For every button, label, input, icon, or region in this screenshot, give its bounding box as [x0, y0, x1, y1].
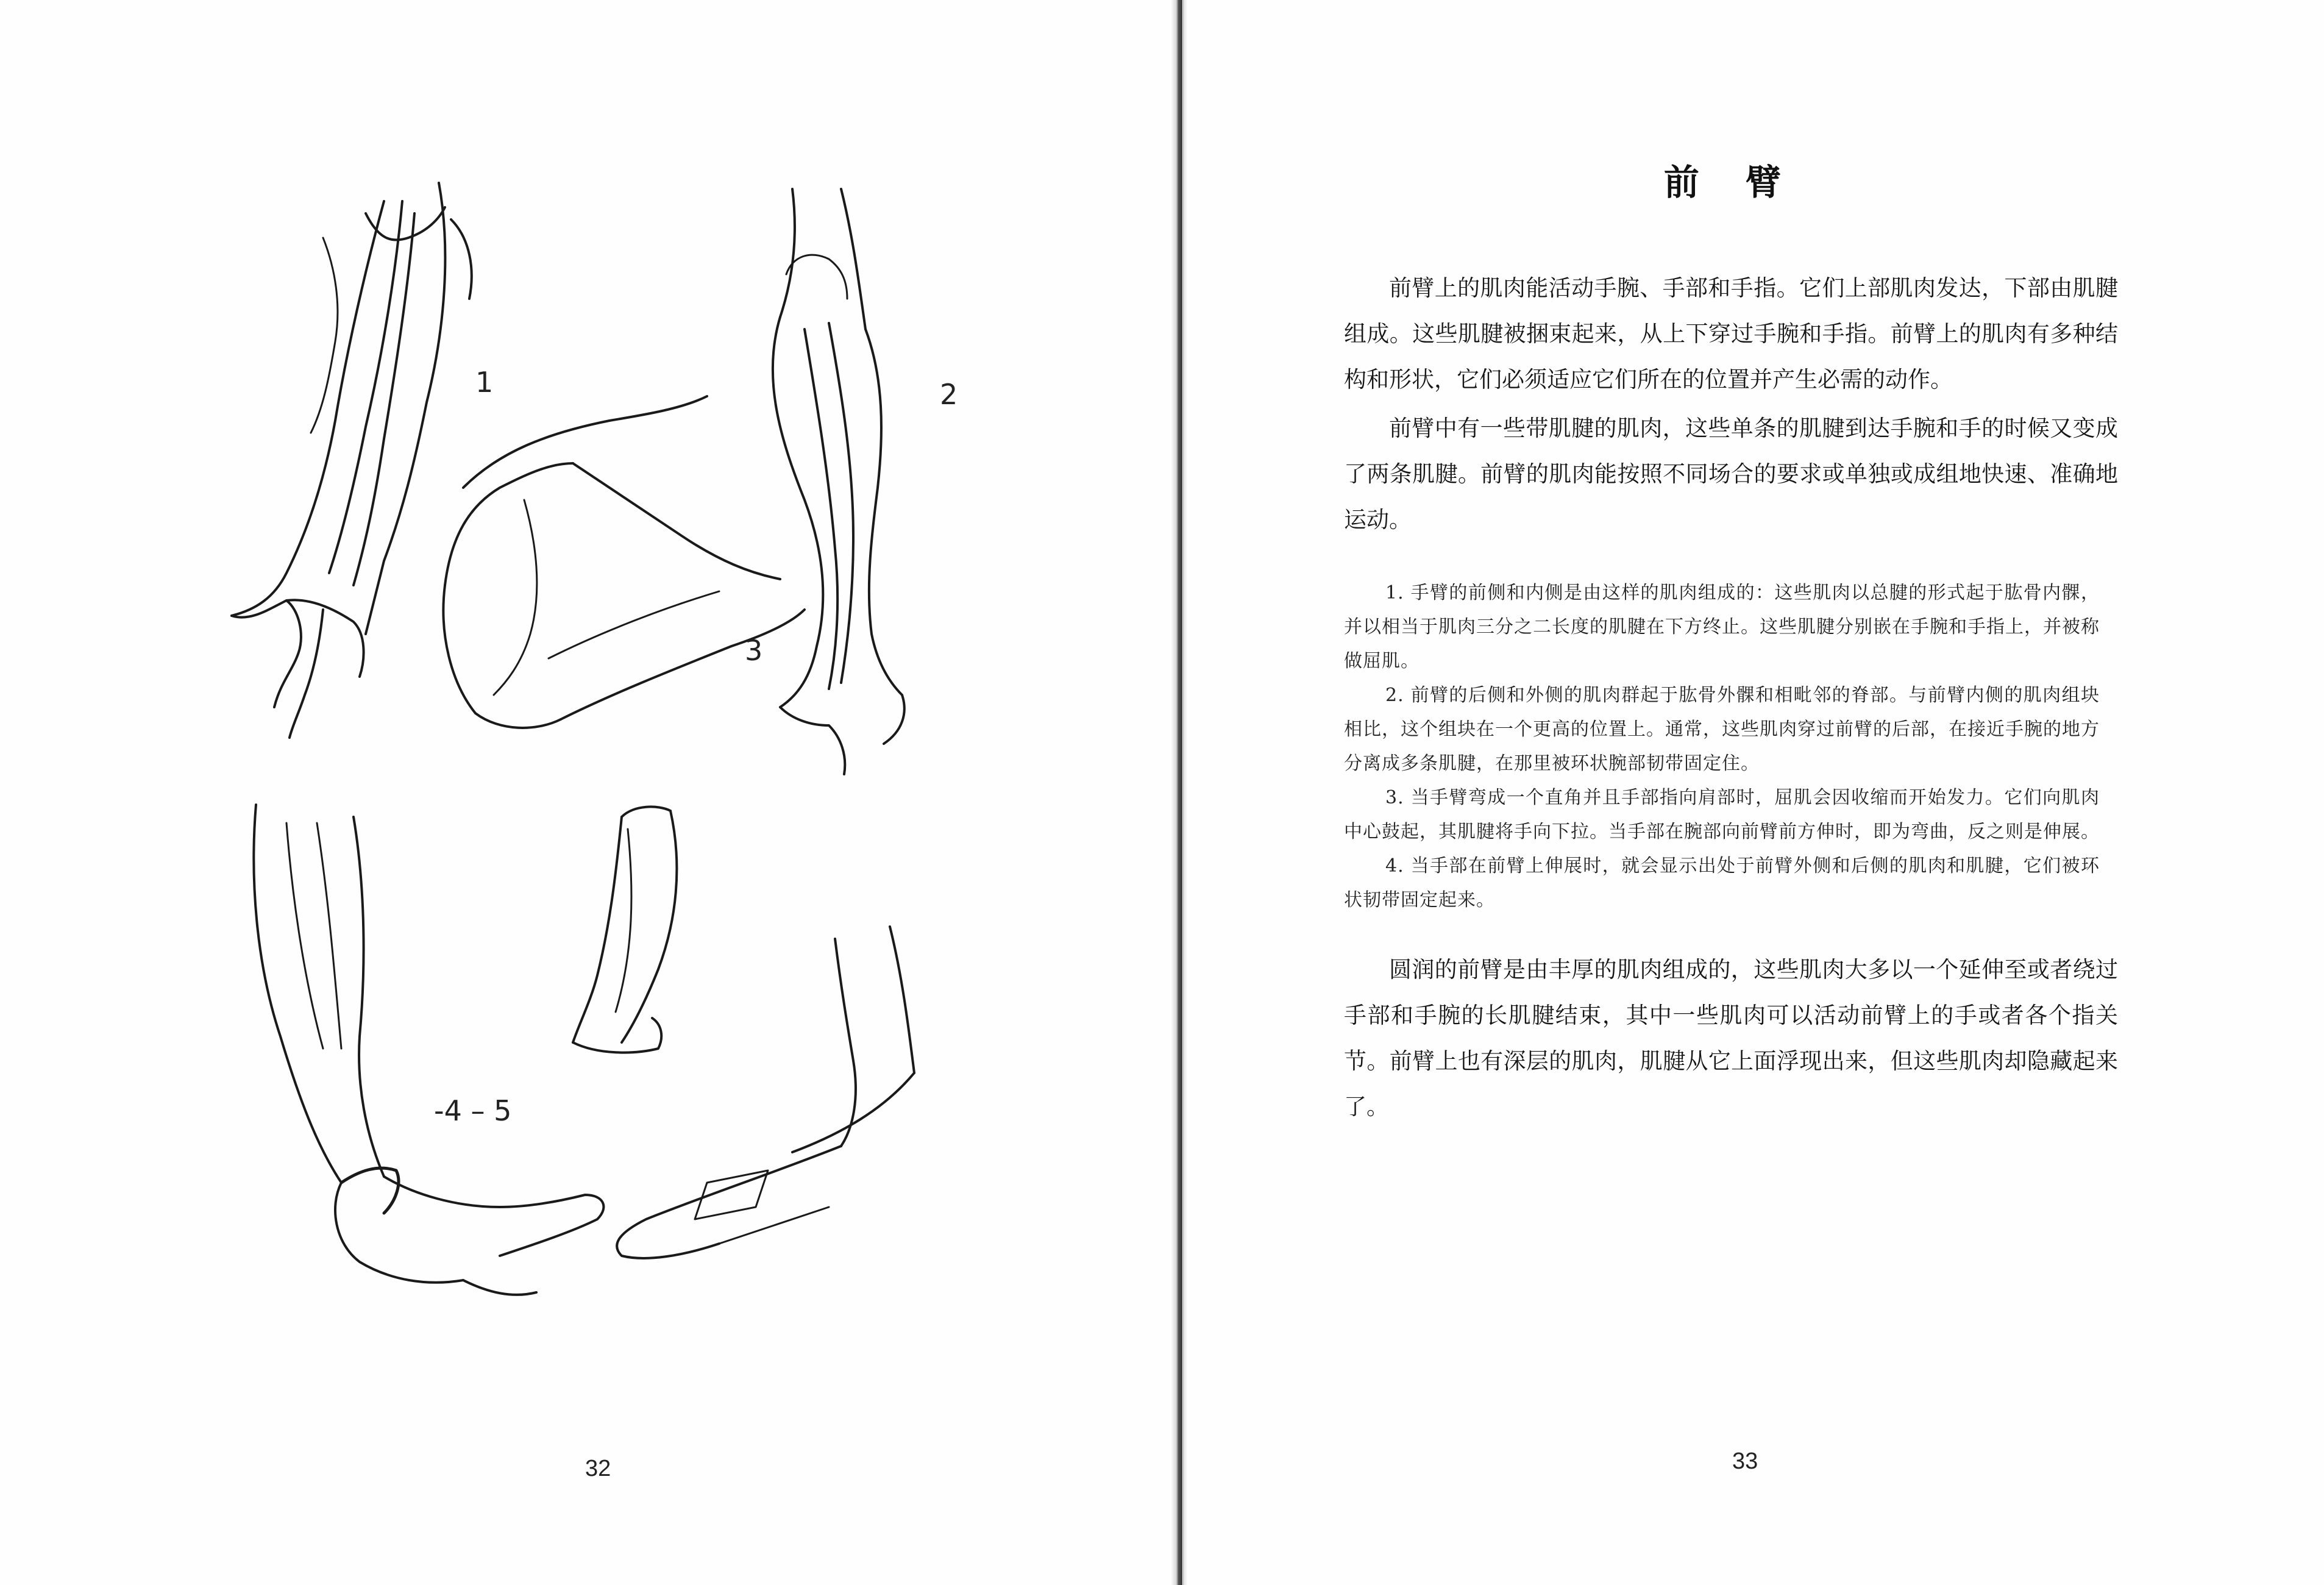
- figure-label-4-5: -4 – 5: [434, 1094, 512, 1127]
- figure-note-4: 4. 当手部在前臂上伸展时，就会显示出处于前臂外侧和后侧的肌肉和肌腱，它们被环状韧带固定起来。: [1344, 855, 2100, 911]
- book-spine-line: [1181, 0, 1182, 1585]
- book-gutter: [1171, 0, 1187, 1585]
- intro-paragraph-2: 前臂中有一些带肌腱的肌肉，这些单条的肌腱到达手腕和手的时候又变成了两条肌腱。前臂的肌肉能按照不同场合的要求或单独或成组地快速、准确地运动。: [1344, 415, 2118, 533]
- page-number-left: 32: [585, 1456, 611, 1481]
- sketch-forearm-1: [232, 183, 472, 738]
- sketch-forearm-4-5: [254, 805, 603, 1295]
- intro-paragraph-1: 前臂上的肌肉能活动手腕、手部和手指。它们上部肌肉发达，下部由肌腱组成。这些肌腱被捆束起来，从上下穿过手腕和手指。前臂上的肌肉有多种结构和形状，它们必须适应它们所在的位置并产生必需的动作。: [1344, 275, 2118, 393]
- page-number-right: 33: [1732, 1448, 1758, 1474]
- sketch-bent-arm-3: [443, 396, 805, 728]
- page-title: 前 臂: [1663, 162, 1799, 203]
- sketch-small-flexed-arm: [573, 807, 677, 1052]
- closing-paragraph: 圆润的前臂是由丰厚的肌肉组成的，这些肌肉大多以一个延伸至或者绕过手部和手腕的长肌腱结束，其中一些肌肉可以活动前臂上的手或者各个指关节。前臂上也有深层的肌肉，肌腱从它上面浮现出来，但这些肌肉却隐藏起来了。: [1344, 956, 2118, 1120]
- figure-note-2: 2. 前臂的后侧和外侧的肌肉群起于肱骨外髁和相毗邻的脊部。与前臂内侧的肌肉组块相比，这个组块在一个更高的位置上。通常，这些肌肉穿过前臂的后部，在接近手腕的地方分离成多条肌腱，在那里被环状腕部韧带固定住。: [1344, 685, 2100, 774]
- figure-note-3: 3. 当手臂弯成一个直角并且手部指向肩部时，屈肌会因收缩而开始发力。它们向肌肉中心鼓起，其肌腱将手向下拉。当手部在腕部向前臂前方伸时，即为弯曲，反之则是伸展。: [1344, 787, 2100, 842]
- sketch-extended-arm: [617, 927, 914, 1258]
- figure-label-3: 3: [745, 634, 763, 667]
- figure-notes: [1344, 576, 2100, 917]
- figure-label-2: 2: [940, 378, 958, 411]
- forearm-anatomy-sketches: [183, 146, 1134, 1427]
- figure-note-1: 1. 手臂的前侧和内侧是由这样的肌肉组成的：这些肌肉以总腱的形式起于肱骨内髁，并以相当于肌肉三分之二长度的肌腱在下方终止。这些肌腱分别嵌在手腕和手指上，并被称做屈肌。: [1344, 582, 2100, 672]
- sketch-forearm-2: [773, 189, 904, 774]
- figure-label-1: 1: [475, 366, 494, 399]
